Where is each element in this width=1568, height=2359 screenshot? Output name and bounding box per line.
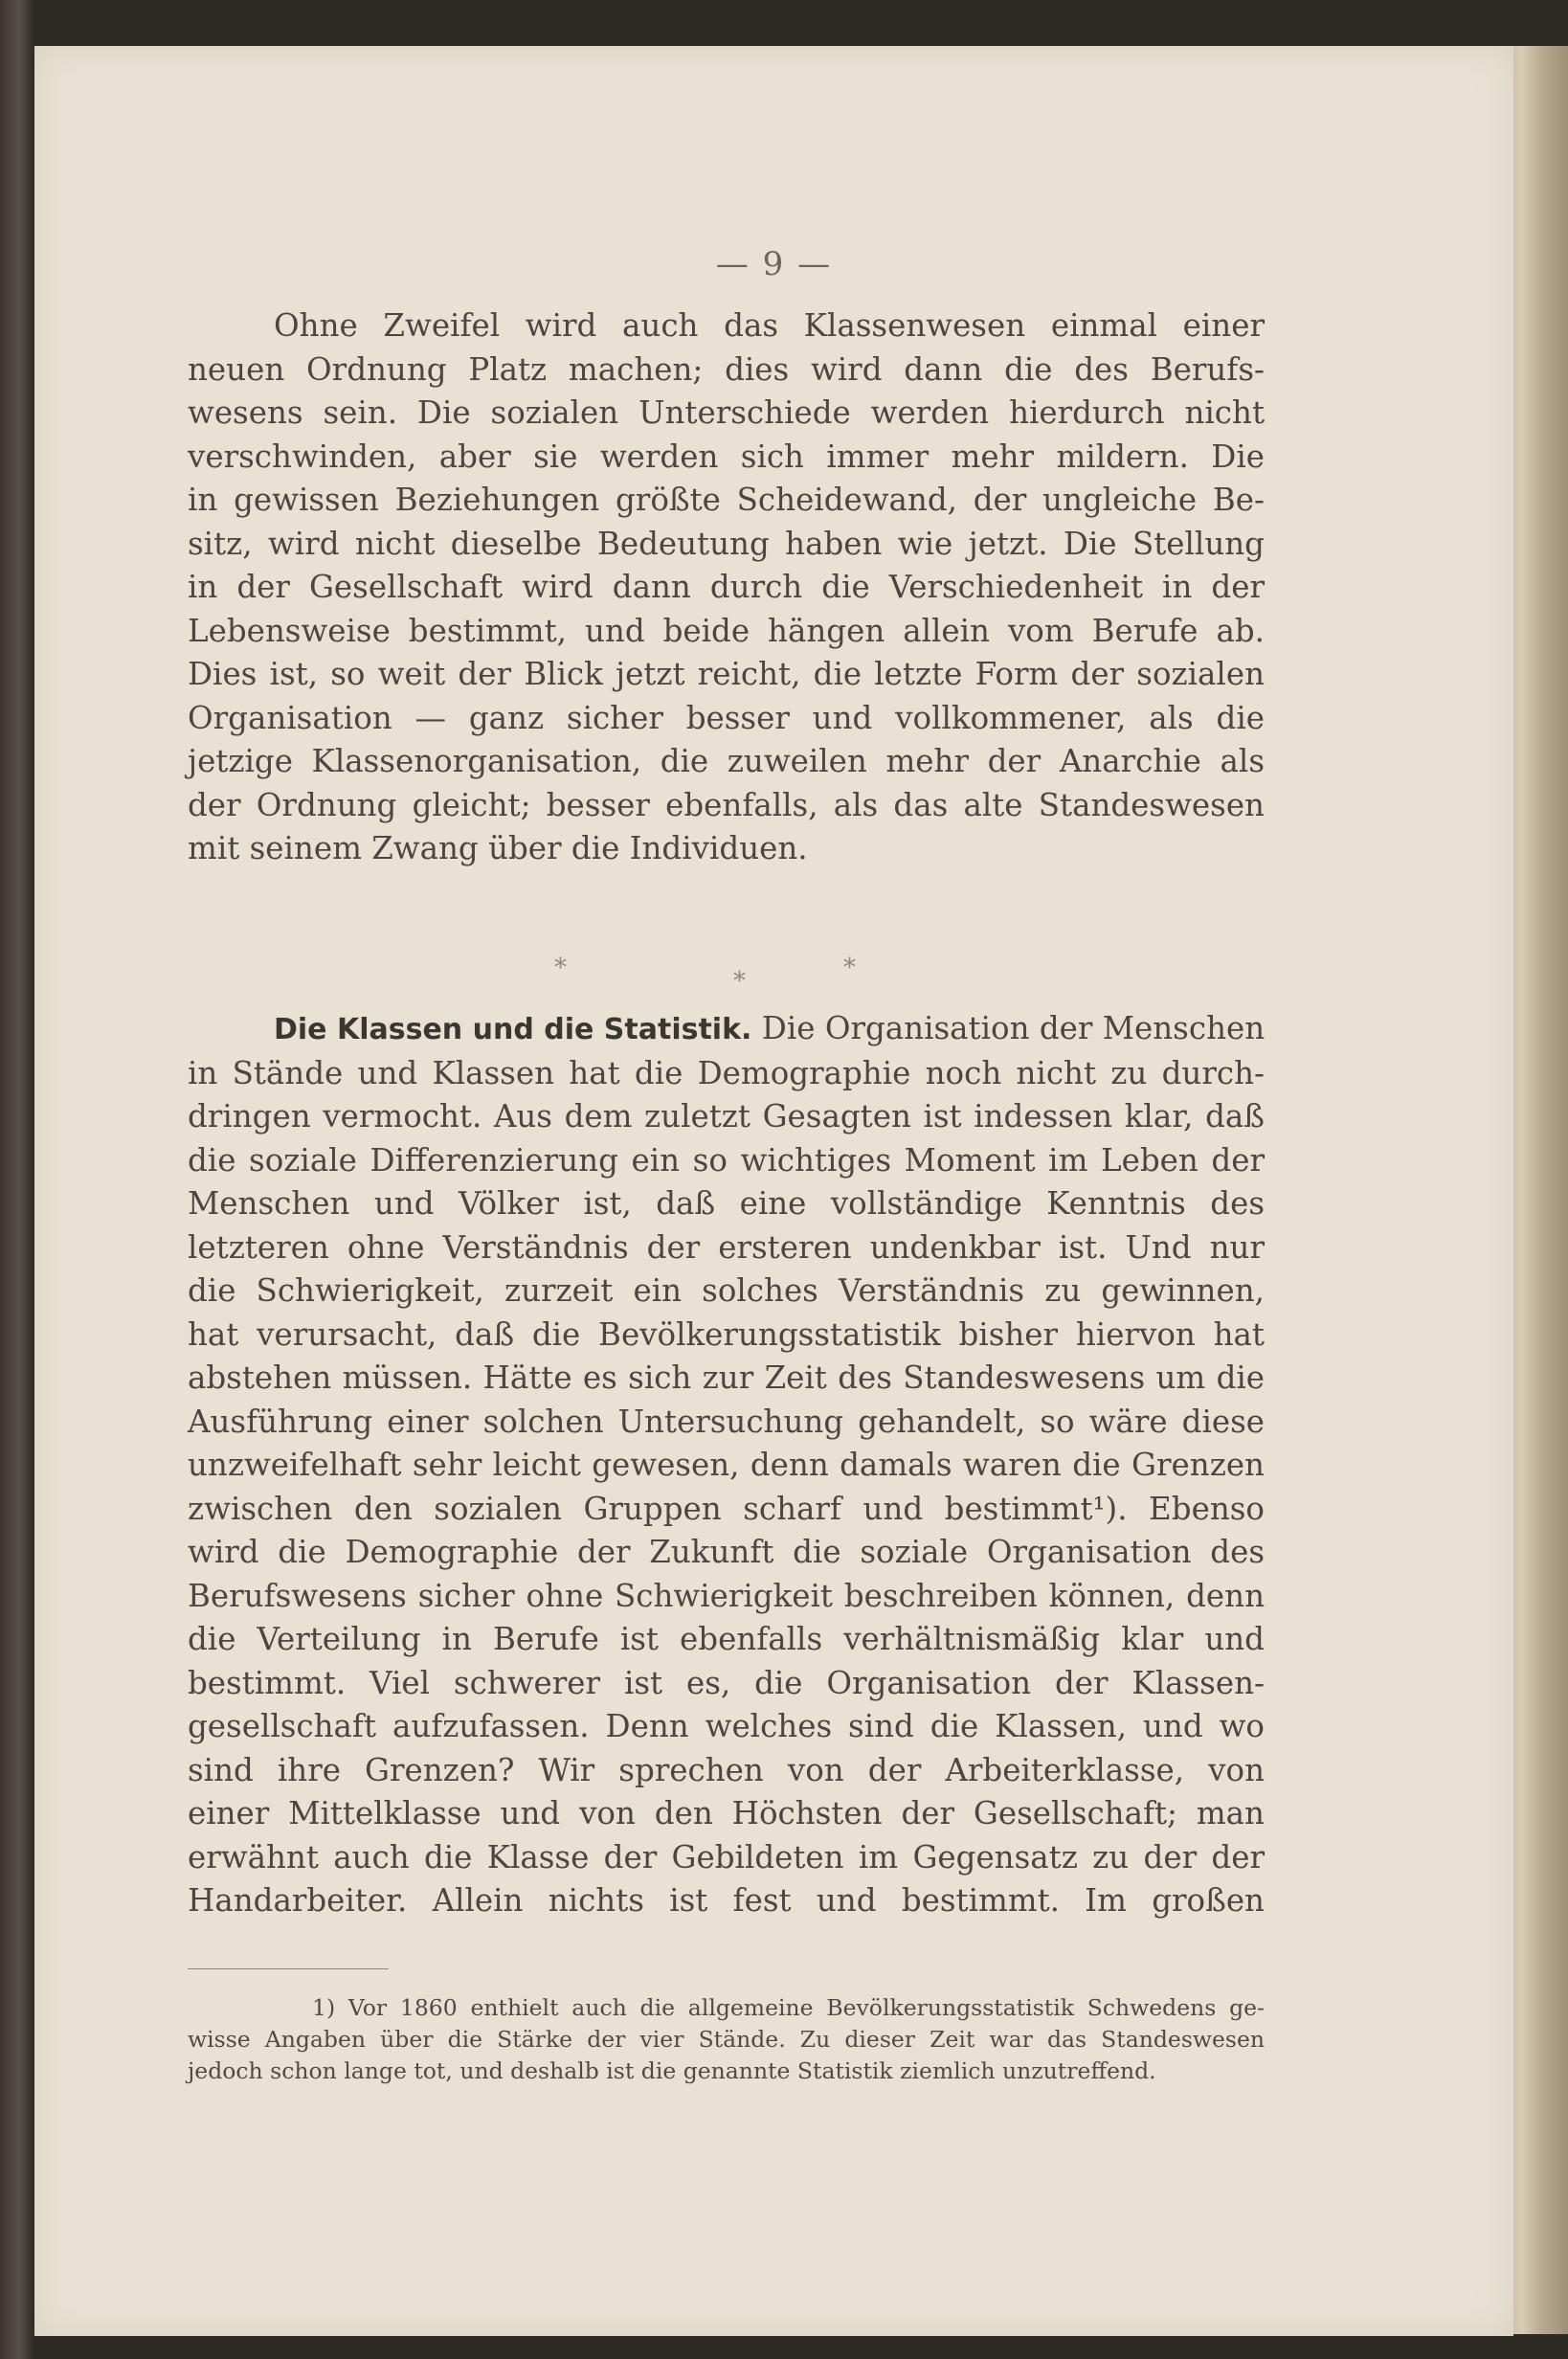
- footnote-line: jedoch schon lange tot, und deshalb ist die genannte Statistik ziemlich unzutreffend.: [188, 2057, 1156, 2084]
- text-line: bestimmt. Viel schwerer ist es, die Organisation der Klassen-: [188, 1664, 1265, 1701]
- text-line: die Verteilung in Berufe ist ebenfalls verhältnismäßig klar und: [188, 1621, 1265, 1657]
- text-line: in Stände und Klassen hat die Demographie noch nicht zu durch-: [188, 1054, 1265, 1091]
- text-line: jetzige Klassenorganisation, die zuweilen mehr der Anarchie als: [188, 743, 1265, 779]
- heading-line-rest: Die Organisation der Menschen: [761, 1010, 1266, 1046]
- text-line: erwähnt auch die Klasse der Gebildeten im Gegensatz zu der der: [188, 1838, 1265, 1876]
- section-heading: Die Klassen und die Statistik.: [274, 1013, 752, 1046]
- text-line: neuen Ordnung Platz machen; dies wird dann die des Berufs-: [188, 350, 1265, 388]
- text-line: sind ihre Grenzen? Wir sprechen von der Arbeiterklasse, von: [188, 1751, 1265, 1788]
- text-line: Handarbeiter. Allein nichts ist fest und bestimmt. Im großen: [188, 1882, 1265, 1919]
- asterisk-center: *: [733, 967, 746, 996]
- asterisk-left: *: [554, 954, 567, 982]
- text-line: in der Gesellschaft wird dann durch die Verschiedenheit in der: [188, 569, 1265, 605]
- text-line: abstehen müssen. Hätte es sich zur Zeit des Standeswesens um die: [188, 1359, 1265, 1396]
- book-page: [34, 46, 1513, 2336]
- text-line: Berufswesens sicher ohne Schwierigkeit beschreiben können, denn: [188, 1577, 1265, 1614]
- text-line: zwischen den sozialen Gruppen scharf und bestimmt¹). Ebenso: [188, 1490, 1265, 1527]
- text-line: Dies ist, so weit der Blick jetzt reicht, die letzte Form der sozialen: [188, 656, 1265, 692]
- text-line: verschwinden, aber sie werden sich immer mehr mildern. Die: [188, 438, 1265, 475]
- book-edge: [1512, 46, 1568, 2334]
- text-line: der Ordnung gleicht; besser ebenfalls, als das alte Standeswesen: [188, 786, 1265, 823]
- text-line: einer Mittelklasse und von den Höchsten der Gesellschaft; man: [188, 1795, 1265, 1831]
- text-line: Ohne Zweifel wird auch das Klassenwesen einmal einer: [274, 307, 1265, 344]
- text-line: wesens sein. Die sozialen Unterschiede werden hierdurch nicht: [188, 394, 1265, 431]
- text-line: Ausführung einer solchen Untersuchung gehandelt, so wäre diese: [188, 1403, 1265, 1440]
- asterisk-right: *: [843, 954, 856, 982]
- text-line: wird die Demographie der Zukunft die soziale Organisation des: [188, 1534, 1265, 1570]
- text-line: Organisation — ganz sicher besser und vollkommener, als die: [188, 699, 1265, 736]
- text-line-with-heading: [188, 1007, 1265, 1052]
- paragraph-2: [188, 1007, 1265, 1923]
- text-line: in gewissen Beziehungen größte Scheidewand, der ungleiche Be-: [188, 482, 1265, 518]
- footnote-line: wisse Angaben über die Stärke der vier Stände. Zu dieser Zeit war das Standeswesen: [188, 2026, 1265, 2053]
- section-divider: [34, 954, 1513, 1011]
- footnote-divider: [188, 1968, 389, 1969]
- text-line: mit seinem Zwang über die Individuen.: [188, 830, 808, 866]
- page-number: — 9 —: [715, 245, 833, 283]
- footnote: [188, 1992, 1265, 2087]
- text-line: unzweifelhaft sehr leicht gewesen, denn damals waren die Grenzen: [188, 1447, 1265, 1483]
- text-line: sitz, wird nicht dieselbe Bedeutung haben wie jetzt. Die Stellung: [188, 525, 1265, 562]
- text-line: gesellschaft aufzufassen. Denn welches sind die Klassen, und wo: [188, 1708, 1265, 1744]
- footnote-line: 1) Vor 1860 enthielt auch die allgemeine Bevölkerungsstatistik Schwedens ge-: [312, 1994, 1265, 2021]
- text-line: die Schwierigkeit, zurzeit ein solches Verständnis zu gewinnen,: [188, 1272, 1265, 1309]
- text-line: letzteren ohne Verständnis der ersteren undenkbar ist. Und nur: [188, 1228, 1265, 1266]
- text-line: hat verursacht, daß die Bevölkerungsstatistik bisher hiervon hat: [188, 1315, 1265, 1353]
- text-line: dringen vermocht. Aus dem zuletzt Gesagten ist indessen klar, daß: [188, 1098, 1265, 1135]
- text-line: die soziale Differenzierung ein so wichtiges Moment im Leben der: [188, 1141, 1265, 1179]
- text-line: Lebensweise bestimmt, und beide hängen allein vom Berufe ab.: [188, 612, 1265, 649]
- paragraph-1: [188, 304, 1265, 871]
- text-line: Menschen und Völker ist, daß eine vollständige Kenntnis des: [188, 1185, 1265, 1222]
